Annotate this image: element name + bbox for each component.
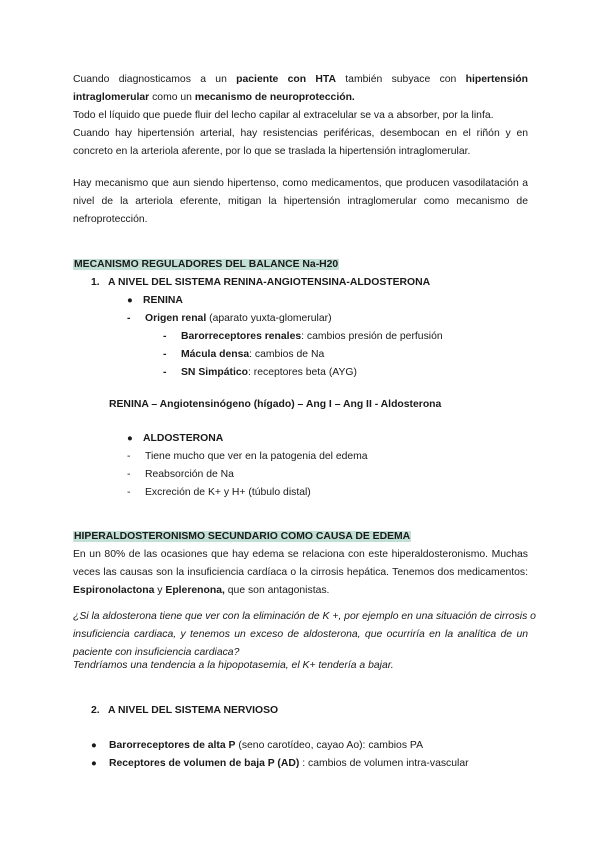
item-text: : cambios presión de perfusión	[301, 331, 443, 342]
bullet-icon: ●	[91, 740, 97, 751]
subheading-text: A NIVEL DEL SISTEMA RENINA-ANGIOTENSINA-ALDOSTERONA	[108, 277, 431, 288]
question-line-2: insuficiencia cardiaca, y tenemos un exceso de aldosterona, que ocurriría en la analítica de un	[73, 629, 528, 640]
dash-icon: -	[127, 487, 131, 498]
intro-bold-mecanismo: mecanismo de neuroprotección.	[194, 92, 355, 103]
item-text: : cambios de Na	[249, 349, 325, 360]
origen-renal-line	[127, 312, 332, 325]
intro-line-6: Hay mecanismo que aun siendo hipertenso, como medicamentos, que producen vasodilatación a	[73, 178, 528, 189]
item-text: y	[154, 585, 166, 596]
section-heading-mecanismo	[73, 258, 339, 271]
renal-item-1	[163, 330, 443, 343]
bullet-icon: ●	[127, 433, 133, 444]
subheading-text: A NIVEL DEL SISTEMA NERVIOSO	[108, 705, 279, 716]
item-bold: SN Simpático	[181, 367, 248, 378]
hiperaldo-line-3	[73, 584, 329, 597]
item-text: Reabsorción de Na	[145, 469, 234, 480]
renin-cascade-line: RENINA – Angiotensinógeno (hígado) – Ang I – Ang II - Aldosterona	[109, 399, 442, 410]
dash-icon: -	[127, 313, 131, 324]
item-bold: Receptores de volumen de baja P (AD)	[109, 758, 300, 769]
item-bold: Barorreceptores renales	[181, 331, 302, 342]
dash-icon: -	[127, 451, 131, 462]
item-text: (seno carotídeo, cayao Ao): cambios PA	[235, 740, 423, 751]
intro-line-4: Cuando hay hipertensión arterial, hay resistencias periféricas, desembocan en el riñón y en	[73, 128, 528, 139]
bullet-icon: ●	[91, 758, 97, 769]
dash-icon: -	[163, 367, 167, 378]
intro-bold-intraglomerular: intraglomerular	[73, 92, 150, 103]
intro-text: también subyace con	[345, 74, 457, 85]
nervous-item-1	[91, 739, 423, 752]
hiperaldo-line-2: veces las causas son la insuficiencia cardíaca o la cirrosis hepática. Tenemos dos medicamentos:	[73, 567, 528, 578]
answer-line: Tendríamos una tendencia a la hipopotasemia, el K+ tendería a bajar.	[73, 660, 394, 671]
item-text: que son antagonistas.	[224, 585, 330, 596]
list-number: 2.	[91, 705, 100, 716]
highlighted-heading: HIPERALDOSTERONISMO SECUNDARIO COMO CAUSA DE EDEMA	[74, 531, 411, 542]
intro-bold-hta: paciente con HTA	[236, 74, 336, 85]
intro-line-8: nefroprotección.	[73, 214, 148, 225]
drug-name-espironolactona: Espironolactona	[73, 585, 155, 596]
question-line-3: paciente con insuficiencia cardiaca?	[73, 647, 240, 658]
dash-icon: -	[127, 469, 131, 480]
renal-item-3	[163, 366, 357, 379]
nervous-item-2	[91, 757, 469, 770]
item-text: Excreción de K+ y H+ (túbulo distal)	[145, 487, 311, 498]
origen-renal-bold: Origen renal	[145, 313, 207, 324]
drug-name-eplerenona: Eplerenona,	[165, 585, 225, 596]
intro-text: Cuando diagnosticamos a un	[73, 74, 227, 85]
intro-bold-hipertension: hipertensión	[465, 74, 528, 85]
dash-icon: -	[163, 331, 167, 342]
intro-line-3: Todo el líquido que puede fluir del lecho capilar al extracelular se va a absorber, por la linfa.	[73, 110, 494, 121]
intro-line-2	[73, 91, 355, 104]
question-line-1: ¿Si la aldosterona tiene que ver con la eliminación de K +, por ejemplo en una situación de cirrosis o	[73, 611, 536, 622]
bullet-icon: ●	[127, 295, 133, 306]
intro-line-7: nivel de la arteriola eferente, mitigan la hipertensión intraglomerular como mecanismo de	[73, 196, 528, 207]
item-bold: Mácula densa	[181, 349, 250, 360]
highlighted-heading: MECANISMO REGULADORES DEL BALANCE Na-H20	[74, 259, 339, 270]
aldo-item-2	[127, 468, 234, 481]
item-text: : cambios de volumen intra-vascular	[299, 758, 469, 769]
hiperaldo-line-1: En un 80% de las ocasiones que hay edema se relaciona con este hiperaldosteronismo. Muchas	[73, 549, 528, 560]
origen-renal-text: (aparato yuxta-glomerular)	[206, 313, 332, 324]
item-bold: Barorreceptores de alta P	[109, 740, 236, 751]
item-text: : receptores beta (AYG)	[247, 367, 357, 378]
bullet-renina	[127, 294, 183, 307]
subheading-sistema-nervioso	[91, 704, 278, 717]
bullet-label: RENINA	[143, 295, 183, 306]
renal-item-2	[163, 348, 324, 361]
list-number: 1.	[91, 277, 100, 288]
intro-text: como un	[149, 92, 195, 103]
aldo-item-1	[127, 450, 368, 463]
intro-line-5: concreto en la arteriola aferente, por lo que se traslada la hipertensión intraglomerular.	[73, 146, 471, 157]
item-text: Tiene mucho que ver en la patogenia del edema	[145, 451, 368, 462]
bullet-label: ALDOSTERONA	[143, 433, 224, 444]
dash-icon: -	[163, 349, 167, 360]
intro-line-1	[73, 73, 528, 86]
section-heading-hiperaldosteronismo	[73, 530, 411, 543]
aldo-item-3	[127, 486, 311, 499]
subheading-renina-angiotensina	[91, 276, 430, 289]
bullet-aldosterona	[127, 432, 223, 445]
